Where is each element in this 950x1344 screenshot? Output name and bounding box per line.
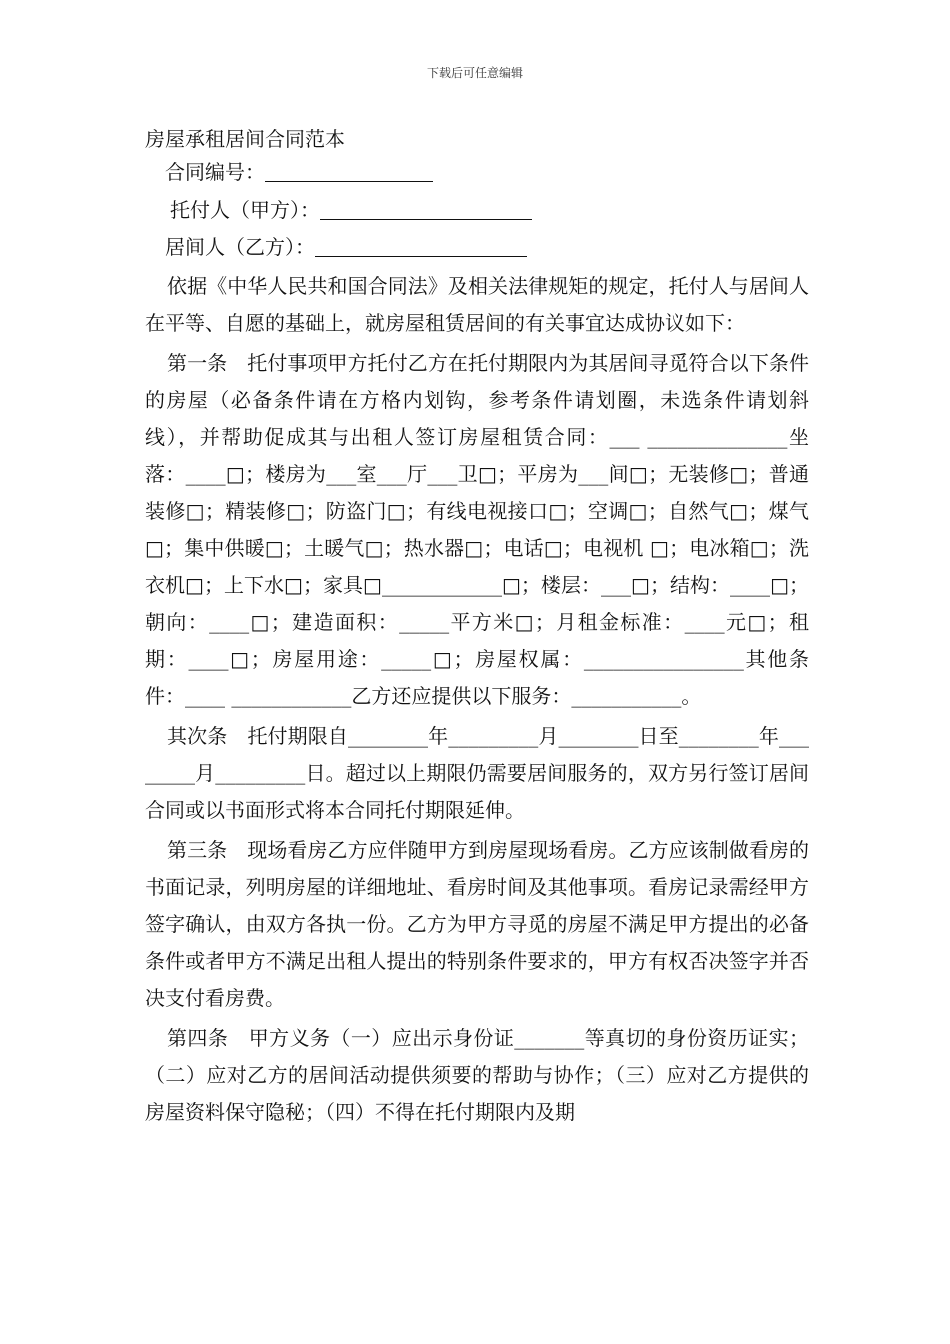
client-party-field [170,196,532,224]
contract-number-blank [265,161,433,182]
document-title: 房屋承租居间合同范本 [145,127,345,151]
article-2-paragraph: 其次条 托付期限自________年_________月________日至________年________月_________日。超过以上期限仍需要居间服务的，双方另行签订居间合同或以书面形式将本合同托付期限延伸。 [145,724,809,822]
article-3-paragraph: 第三条 现场看房乙方应伴随甲方到房屋现场看房。乙方应该制做看房的书面记录，列明房屋的详细地址、看房时间及其他事项。看房记录需经甲方签字确认，由双方各执一份。乙方为甲方寻觅的房屋不满足甲方提出的必备条件或者甲方不满足出租人提出的特别条件要求的，甲方有权否决签字并否决支付看房费。 [145,838,809,1010]
contract-body [145,268,809,1134]
preamble-paragraph: 依据《中华人民共和国合同法》及相关法律规矩的规定，托付人与居间人在平等、自愿的基础上，就房屋租赁居间的有关事宜达成协议如下： [145,274,809,335]
intermediary-party-blank [315,236,527,257]
article-4-paragraph: 第四条 甲方义务（一）应出示身份证_______等真切的身份资历证实；（二）应对乙方的居间活动提供须要的帮助与协作；（三）应对乙方提供的房屋资料保守隐秘；（四）不得在托付期限内及期 [145,1026,809,1124]
client-party-label: 托付人（甲方）： [170,198,320,222]
header-note: 下载后可任意编辑 [426,66,523,80]
article-1-paragraph: 第一条 托付事项甲方托付乙方在托付期限内为其居间寻觅符合以下条件的房屋（必备条件请在方格内划钩，参考条件请划圈，未选条件请划斜线），并帮助促成其与出租人签订房屋租赁合同：___ ______________坐落：____□；楼房为___室___厅___卫□；平房为___间□；无装修□；普通装修□；精装修□；防盗门□；有线电视接口□；空调□；自然气□；煤气□；集中供暖□；土暖气□；热水器□；电话□；电视机 □；电冰箱□；洗衣机□；上下水□；家具□____________□；楼层：___□；结构：____□；朝向：____□；建造面积：_____平方米□；月租金标准：____元□；租期：____□；房屋用途：_____□；房屋权属：________________其他条件：____ ____________乙方还应提供以下服务：___________。 [145,351,809,708]
intermediary-party-field [165,233,527,261]
client-party-blank [320,199,532,220]
intermediary-party-label: 居间人（乙方）： [165,235,315,259]
contract-number-field [165,158,433,186]
contract-number-label: 合同编号： [165,160,265,184]
